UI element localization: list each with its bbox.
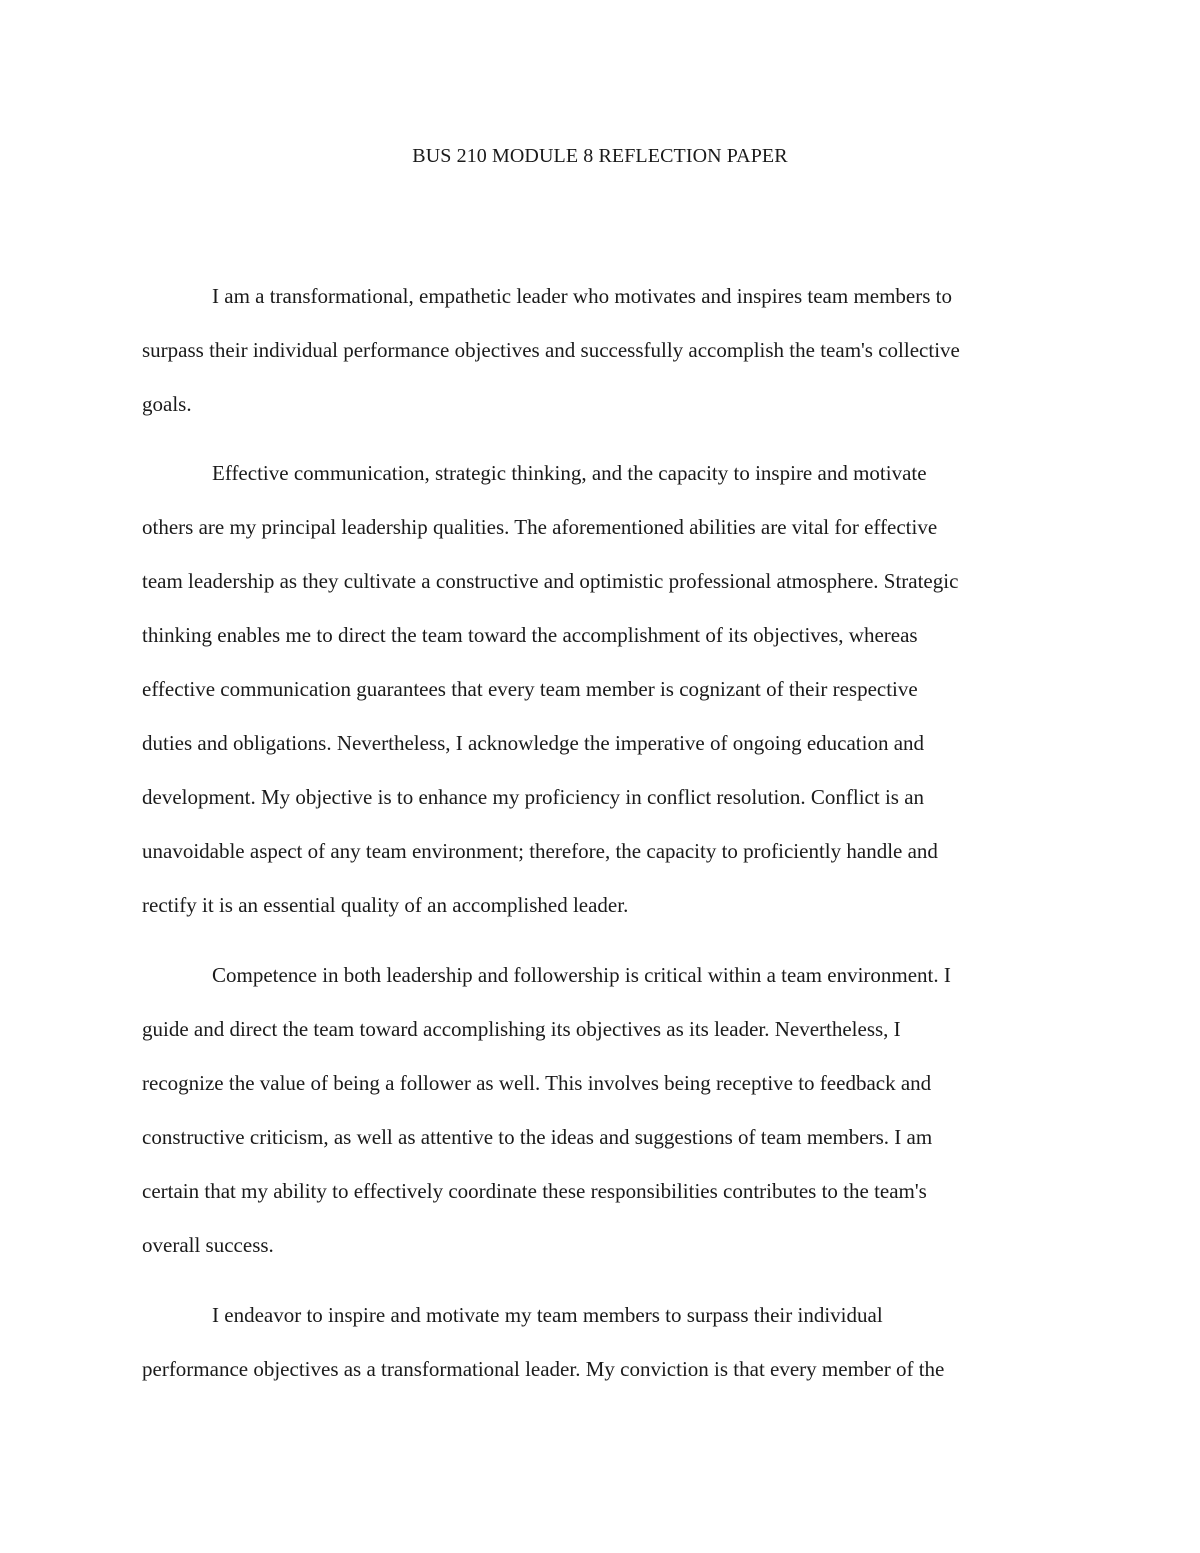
paragraph-line: development. My objective is to enhance my proficiency in conflict resolution. Conflict is an xyxy=(142,785,925,809)
paragraph-line: Competence in both leadership and followership is critical within a team environment. I xyxy=(212,963,951,987)
paragraph-line: goals. xyxy=(142,392,192,416)
paragraph-line: thinking enables me to direct the team toward the accomplishment of its objectives, whereas xyxy=(142,623,918,647)
paragraph-line: unavoidable aspect of any team environment; therefore, the capacity to proficiently handle and xyxy=(142,839,938,863)
paragraph-line: surpass their individual performance objectives and successfully accomplish the team's collective xyxy=(142,338,960,362)
paragraph-line: duties and obligations. Nevertheless, I acknowledge the imperative of ongoing education and xyxy=(142,731,925,755)
paragraph-line: guide and direct the team toward accomplishing its objectives as its leader. Nevertheless, I xyxy=(142,1017,901,1041)
paragraph-line: recognize the value of being a follower as well. This involves being receptive to feedback and xyxy=(142,1071,932,1095)
paragraph-line: others are my principal leadership qualities. The aforementioned abilities are vital for effective xyxy=(142,515,938,539)
document-title: BUS 210 MODULE 8 REFLECTION PAPER xyxy=(412,145,788,167)
paragraph-line: constructive criticism, as well as attentive to the ideas and suggestions of team members. I am xyxy=(142,1125,933,1149)
paragraph-line: rectify it is an essential quality of an accomplished leader. xyxy=(142,893,629,917)
paragraph-line: Effective communication, strategic thinking, and the capacity to inspire and motivate xyxy=(212,461,927,485)
paragraph-line: team leadership as they cultivate a constructive and optimistic professional atmosphere. Strategic xyxy=(142,569,959,593)
paragraph-line: I am a transformational, empathetic leader who motivates and inspires team members to xyxy=(212,284,953,308)
paragraph-line: certain that my ability to effectively coordinate these responsibilities contributes to the team's xyxy=(142,1179,927,1203)
paragraph-line: performance objectives as a transformational leader. My conviction is that every member of the xyxy=(142,1357,945,1381)
paragraph-line: I endeavor to inspire and motivate my team members to surpass their individual xyxy=(212,1303,883,1327)
paragraph-line: effective communication guarantees that every team member is cognizant of their respective xyxy=(142,677,918,701)
paragraph-line: overall success. xyxy=(142,1233,274,1257)
